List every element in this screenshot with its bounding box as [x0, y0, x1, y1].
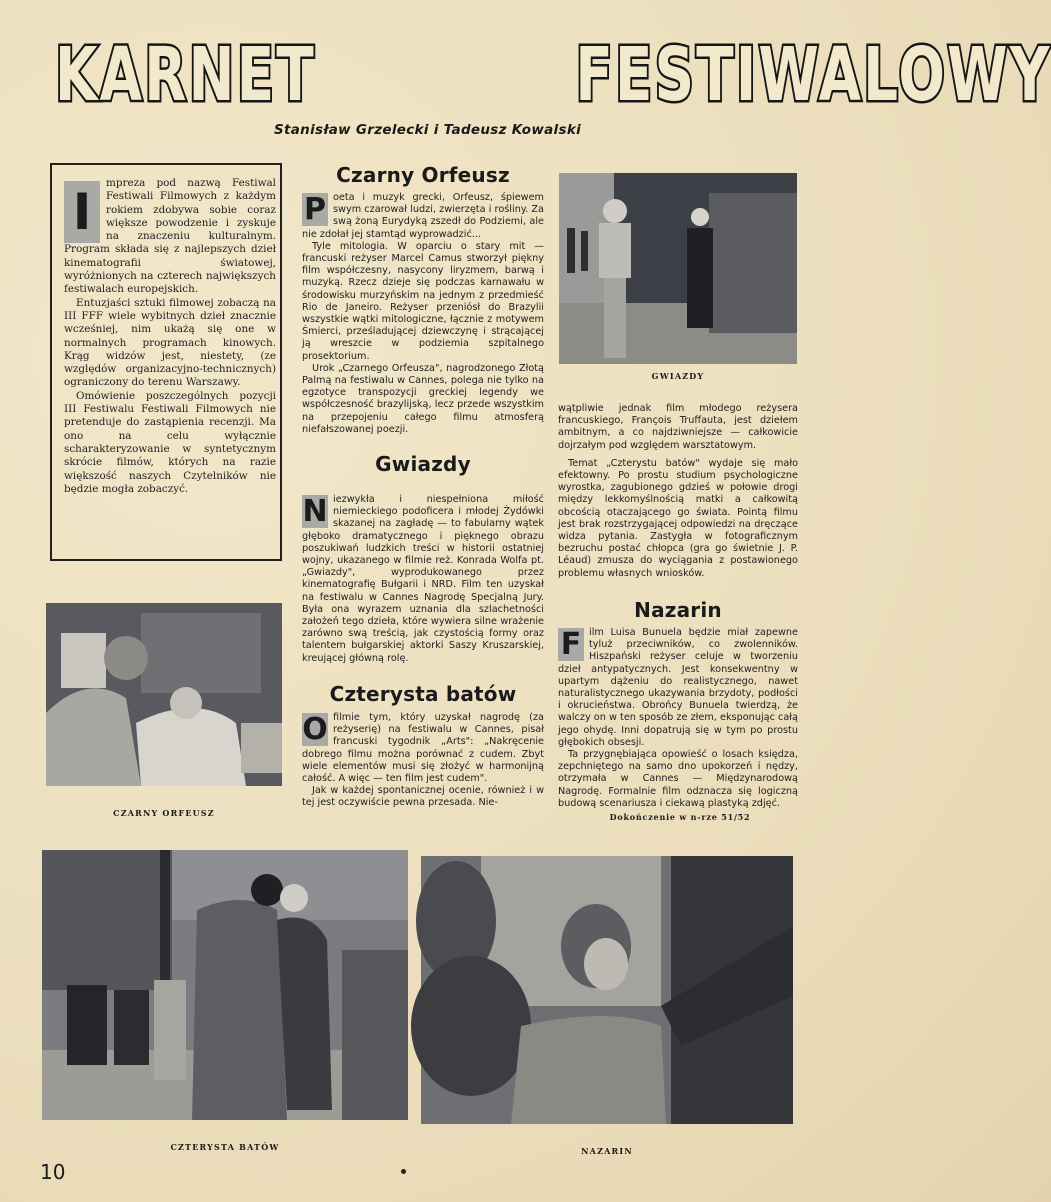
photo-czterysta-batow [42, 850, 408, 1120]
dropcap-f: F [558, 628, 584, 661]
article-paragraph: wątpliwie jednak film młodego reżysera francuskiego, François Truffauta, jest dziełem ambitnym, a co najdziwniejsze — całkowicie dojrzałym pod względem warsztatowym. [558, 403, 798, 451]
photo-nazarin-image [421, 856, 793, 1124]
intro-paragraph: Omówienie poszczególnych pozycji III Festiwalu Festiwali Filmowych nie pretenduje do zastąpienia recenzji. Ma ono na celu wyłącznie scharakteryzowanie w syntetycznym skrócie filmów, których na razie większość naszych Czytelników nie będzie mogła zobaczyć. [64, 389, 276, 495]
caption-czarny-orfeusz: CZARNY ORFEUSZ [113, 808, 215, 818]
dropcap-i: I [64, 181, 100, 243]
masthead-title-word-1: KARNET [55, 32, 316, 118]
intro-box [50, 163, 282, 561]
article-paragraph [302, 192, 544, 241]
section-nazarin [558, 627, 798, 810]
intro-paragraph: Entuzjaści sztuki filmowej zobaczą na III FFF wiele wybitnych dzieł znacznie wcześniej, nim ukażą się one w normalnych programach kinowych. Krąg widzów jest, niestety, (ze względów organizacyjno-technicznych) ograniczony do terenu Warszawy. [64, 296, 276, 389]
article-paragraph: Jak w każdej spontanicznej ocenie, również i w tej jest oczywiście pewna przesada. Nie- [302, 785, 544, 809]
photo-czarny-orfeusz-image [46, 603, 282, 786]
heading-gwiazdy: Gwiazdy [375, 452, 471, 476]
heading-czarny-orfeusz: Czarny Orfeusz [336, 163, 510, 187]
article-paragraph-text: iezwykła i niespełniona miłość niemieckiego podoficera i młodej Żydówki skazanej na zagładę — to fabularny wątek głęboko dramatycznego i pięknego obrazu poszukiwań ludzkich treści w historii ostatniej wojny, ukazanego w filmie reż. Konrada Wolfa pt. „Gwiazdy", wyprodukowanego przez kinematografię Bułgarii i NRD. Film ten uzyskał na festiwalu w Cannes Nagrodę Specjalną Jury. Była ona wyrazem uznania dla szlachetności założeń tego dzieła, które wywiera silne wrażenie zarówno swą treścią, jak czystością formy oraz talentem bułgarskiej aktorki Saszy Kruszarskiej, kreującej główną rolę. [302, 494, 544, 664]
masthead [55, 30, 1051, 120]
article-paragraph [302, 494, 544, 665]
section-gwiazdy [302, 494, 544, 665]
dropcap-p: P [304, 192, 326, 227]
intro-paragraph [64, 177, 276, 297]
intro-text [64, 177, 276, 496]
caption-nazarin: NAZARIN [581, 1146, 633, 1156]
intro-paragraph-1-text: mpreza pod nazwą Festiwal Festiwali Filmowych z każdym rokiem zdobywa sobie coraz większe powodzenie i zyskuje na znaczeniu kulturalnym. Program składa się z najlepszych dzieł kinematografii światowej, wyróżnionych na czterech największych festiwalach europejskich. [64, 177, 276, 296]
section-czterysta-batow [302, 712, 544, 810]
article-paragraph-text: ilm Luisa Bunuela będzie miał zapewne tyluż przeciwników, co zwolenników. Hiszpański reżyser celuje w tworzeniu dzieł antypatycznych. Jest konsekwentny w upartym dążeniu do realistycznego, nawet naturalistycznego ukazywania brzydoty, podłości i okrucieństwa. Obrońcy Bunuela twierdzą, że walczy on w ten sposób ze złem, eksponując całą jego ohydę. Inni dopatrują się w tym po prostu głębokich obsesji. [558, 627, 798, 748]
caption-czterysta-batow: CZTERYSTA BATÓW [170, 1142, 280, 1152]
section-czterysta-batow-continued [558, 403, 798, 580]
dropcap-n: N [302, 494, 328, 529]
article-paragraph: Temat „Czterystu batów" wydaje się mało efektowny. Po prostu studium psychologiczne wyrostka, zagubionego gdzieś w połowie drogi między lekkomyślnością matki a całkowitą obcością otaczającego go świata. Pointą filmu jest brak rozstrzygającej odpowiedzi na dręczące widza pytania. Zastygła w fotograficznym bezruchu postać chłopca (gra go świetnie J. P. Léaud) zmusza do wyciągania z postawionego problemu własnych wniosków. [558, 457, 798, 579]
photo-nazarin [421, 856, 793, 1124]
photo-gwiazdy-image [559, 173, 797, 364]
masthead-title-word-2: FESTIWALOWY [574, 32, 1051, 118]
article-paragraph: Tyle mitologia. W oparciu o stary mit — francuski reżyser Marcel Camus stworzył piękny film współczesny, nasycony liryzmem, barwą i muzyką. Rzecz dzieje się podczas karnawału w środowisku murzyńskim na jednym z przedmieść Rio de Janeiro. Reżyser przeniósł do Brazylii wszystkie wątki mitologiczne, łącznie z motywem Śmierci, prześladującej dziewczynę i strącającej ją wreszcie w podziemia szpitalnego prosektorium. [302, 240, 544, 362]
photo-gwiazdy [559, 173, 797, 364]
dropcap-o: O [302, 712, 328, 747]
article-paragraph: Ta przygnębiająca opowieść o losach księdza, zepchniętego na samo dno upokorzeń i nędzy, otrzymała w Cannes — Międzynarodową Nagrodę. Formalnie film odznacza się logiczną budową scenariusza i ciekawą plastyką zdjęć. [558, 749, 798, 809]
article-paragraph [558, 627, 798, 749]
photo-czterysta-batow-image [42, 850, 408, 1120]
heading-czterysta-batow: Czterysta batów [329, 682, 517, 706]
page-number: 10 [40, 1160, 66, 1184]
ink-speck [401, 1169, 406, 1174]
article-paragraph-text: oeta i muzyk grecki, Orfeusz, śpiewem swym czarował ludzi, zwierzęta i rośliny. Za swą żoną Eurydyką zszedł do Podziemi, ale nie zdołał jej stamtąd wyprowadzić... [302, 192, 544, 240]
heading-nazarin: Nazarin [634, 598, 722, 622]
section-czarny-orfeusz [302, 192, 544, 436]
article-paragraph: Urok „Czarnego Orfeusza", nagrodzonego Złotą Palmą na festiwalu w Cannes, polega nie tylko na egzotyce transpozycji greckiej legendy we współczesność brazylijską, lecz przede wszystkim na przepojeniu całego filmu atmosferą niefałszowanej poezji. [302, 362, 544, 435]
continued-note: Dokończenie w n-rze 51/52 [609, 812, 751, 822]
byline: Stanisław Grzelecki i Tadeusz Kowalski [273, 122, 582, 138]
photo-czarny-orfeusz [46, 603, 282, 786]
article-paragraph [302, 712, 544, 785]
article-paragraph-text: filmie tym, który uzyskał nagrodę (za reżyserię) na festiwalu w Cannes, pisał francuski tygodnik „Arts": „Nakręcenie dobrego filmu można porównać z cudem. Zbyt wiele elementów musi się złożyć w harmonijną całość. A więc — ten film jest cudem". [302, 712, 544, 785]
caption-gwiazdy: GWIAZDY [651, 371, 705, 381]
